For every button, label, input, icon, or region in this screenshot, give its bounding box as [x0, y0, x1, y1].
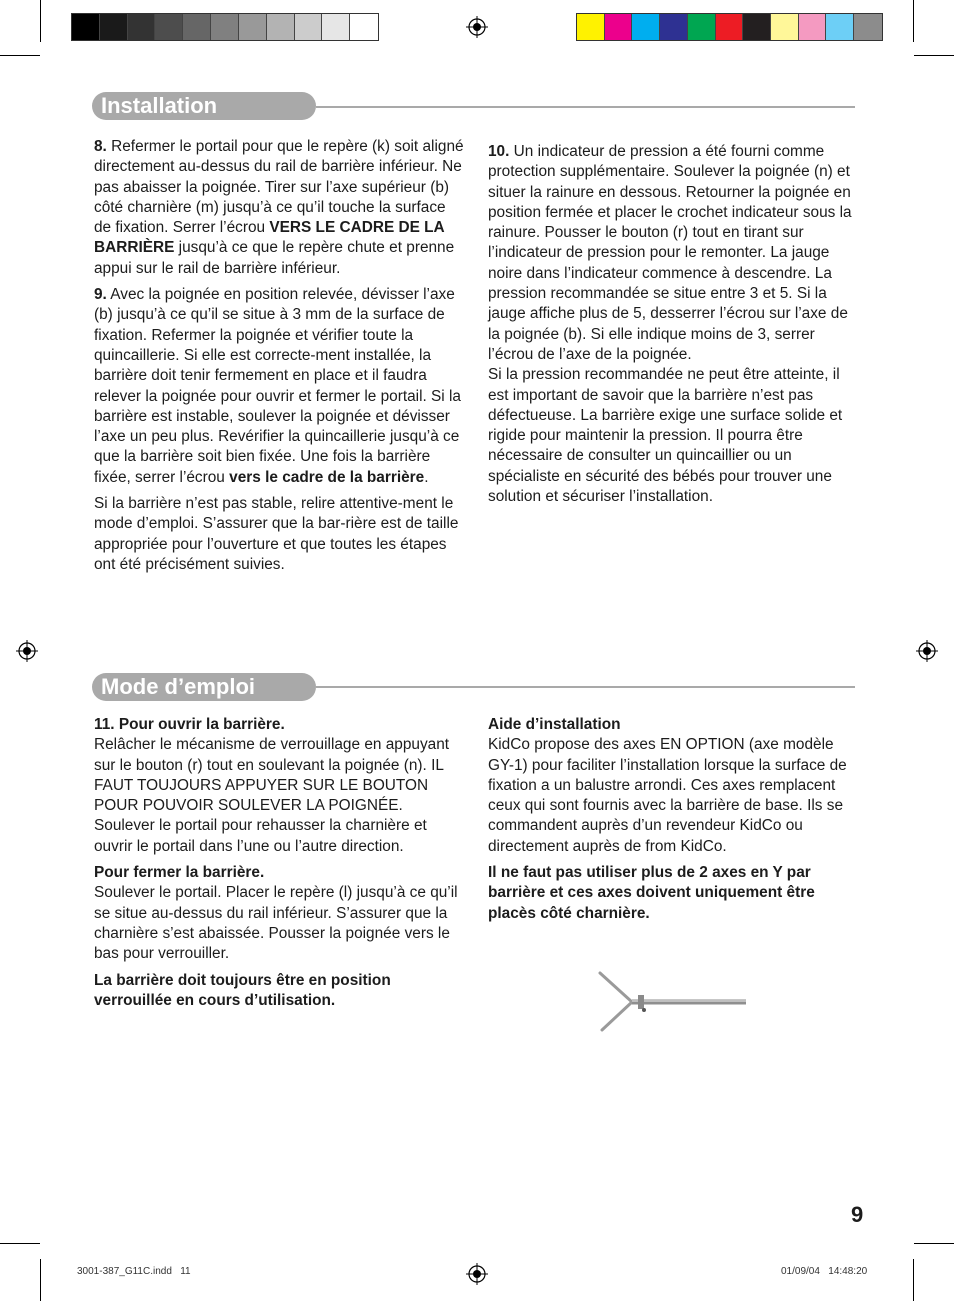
paragraph: KidCo propose des axes EN OPTION (axe modèle GY-1) pour faciliter l’installation lorsque la surface de fixation a un balustre arrondi. Ces axes remplacent ceux qui sont fournis avec la barrière de base. Ils se commandent auprès d’un revendeur KidCo ou directement auprès de from KidCo. [488, 736, 847, 855]
step-text: Un indicateur de pression a été fourni comme protection supplémentaire. Soulever la poignée (n) et situer la rainure en dessous. Retourner la poignée en position fermée et placer le crochet indicateur sous la rainure. Pousser le bouton (r) tout en tirant sur l’indicateur de pression pour le remonter. La jauge noire dans l’indicateur commence à descendre. La pression recommandée se situe entre 3 et 5. Si la jauge affiche plus de 5, desserrer l’écrou sur l’axe de la poignée (b). Si elle indique moins de 3, serrer l’écrou de l’axe de la poignée. [488, 143, 852, 363]
registration-mark-icon [16, 640, 38, 662]
crop-mark [0, 1243, 40, 1244]
color-swatch [854, 14, 882, 40]
open-instructions [94, 715, 464, 857]
step-number: 9. [94, 286, 107, 304]
gray-swatch [350, 14, 378, 40]
color-swatch [605, 14, 633, 40]
step-text: jusqu’à ce que le repère chute et prenne appui sur le rail de barrière inférieur. [94, 239, 455, 277]
crop-mark [0, 55, 40, 56]
step-emphasis: vers le cadre de la barrière [229, 468, 425, 486]
registration-mark-icon [916, 640, 938, 662]
y-spindle-illustration [594, 970, 750, 1034]
grayscale-bar [71, 13, 379, 41]
subheading: Pour fermer la barrière. [94, 864, 265, 882]
gray-swatch [267, 14, 295, 40]
color-swatch [716, 14, 744, 40]
crop-mark [914, 1243, 954, 1244]
gray-swatch [322, 14, 350, 40]
crop-mark [913, 1259, 914, 1301]
step-emphasis: VERS LE CADRE DE LA BARRIÈRE [94, 219, 445, 257]
page-number: 9 [851, 1202, 864, 1227]
crop-mark [914, 55, 954, 56]
paragraph: Si la pression recommandée ne peut être atteinte, il est important de savoir que la barrière n’est pas défectueuse. La barrière exige une surface solide et rigide pour maintenir la pression. Il pourra être nécessaire de consulter un quincaillier ou un spécialiste en sécurité des bébés pour trouver une solution et sécuriser l’installation. [488, 366, 843, 506]
warning-text: Il ne faut pas utiliser plus de 2 axes en Y par barrière et ces axes doivent uniquement être placès côté charnière. [488, 864, 815, 922]
step-9 [94, 285, 464, 488]
section-rule [316, 686, 855, 688]
gray-swatch [155, 14, 183, 40]
section-title-mode-emploi: Mode d’emploi [92, 673, 316, 701]
subheading: Aide d’installation [488, 716, 621, 733]
gray-swatch [183, 14, 211, 40]
paragraph: Soulever le portail. Placer le repère (l) jusqu’à ce qu’il se situe au-dessus du rail inférieur. S’assurer que la charnière s’est abaissée. Pousser la poignée vers le bas pour verrouiller. [94, 884, 458, 963]
step-text: Refermer le portail pour que le repère (k) soit aligné directement au-dessus du rail de barrière inférieur. Ne pas abaisser la poignée. Tirer sur l’axe supérieur (b) côté charnière (m) jusqu’à ce qu’il touche la surface de fixation. Serrer l’écrou [94, 138, 464, 237]
slug-date: 01/09/04 14:48:20 [781, 1266, 868, 1277]
installation-right-column [488, 142, 858, 513]
close-instructions [94, 863, 464, 964]
installation-left-column [94, 137, 464, 581]
registration-mark-icon [466, 1263, 488, 1285]
gray-swatch [211, 14, 239, 40]
gray-swatch [72, 14, 100, 40]
mode-left-column [94, 715, 464, 1017]
slug-file: 3001-387_G11C.indd 11 [77, 1266, 191, 1277]
color-swatch [632, 14, 660, 40]
gray-swatch [239, 14, 267, 40]
color-swatch [743, 14, 771, 40]
step-text: Avec la poignée en position relevée, dévisser l’axe (b) jusqu’à ce qu’il se situe à 3 mm de la surface de fixation. Refermer la poignée et vérifier toute la quincaillerie. Si elle est correcte-ment installée, la barrière doit tenir fermement en place et il faudra relever la poignée pour ouvrir et fermer le portail. Si la barrière est instable, soulever la poignée et dévisser l’axe un peu plus. Revérifier la quincaillerie jusqu’à ce que la barrière soit bien fixée. Une fois la barrière fixée, serrer l’écrou [94, 286, 461, 486]
crop-mark [40, 1259, 41, 1301]
crop-mark [40, 0, 41, 42]
crop-mark [913, 0, 914, 42]
paragraph: Si la barrière n’est pas stable, relire attentive-ment le mode d’emploi. S’assurer que la bar-rière est de taille appropriée pour l’ouverture et que toutes les étapes ont été précisément suivies. [94, 495, 459, 573]
paragraph: Relâcher le mécanisme de verrouillage en appuyant sur le bouton (r) tout en soulevant la poignée (n). IL FAUT TOUJOURS APPUYER SUR LE BOUTON POUR POUVOIR SOULEVER LA POIGNÉE. Soulever le portail pour rehausser la charnière et ouvrir le portail dans l’une ou l’autre direction. [94, 736, 450, 855]
color-swatch [577, 14, 605, 40]
gray-swatch [100, 14, 128, 40]
section-rule [316, 106, 855, 108]
mode-right-column [488, 715, 858, 930]
subheading: 11. Pour ouvrir la barrière. [94, 716, 285, 733]
warning-text: La barrière doit toujours être en position verrouillée en cours d’utilisation. [94, 971, 391, 1009]
color-swatch [660, 14, 688, 40]
color-swatch [799, 14, 827, 40]
step-8 [94, 137, 464, 279]
step-text: . [424, 468, 429, 486]
color-swatch [826, 14, 854, 40]
gray-swatch [128, 14, 156, 40]
installation-aid [488, 715, 858, 857]
step-number: 8. [94, 138, 107, 155]
registration-mark-icon [466, 16, 488, 38]
color-swatch [688, 14, 716, 40]
gray-swatch [295, 14, 323, 40]
color-swatch [771, 14, 799, 40]
step-number: 10. [488, 143, 510, 160]
color-bar [576, 13, 883, 41]
step-10 [488, 142, 858, 365]
section-title-installation: Installation [92, 92, 316, 120]
